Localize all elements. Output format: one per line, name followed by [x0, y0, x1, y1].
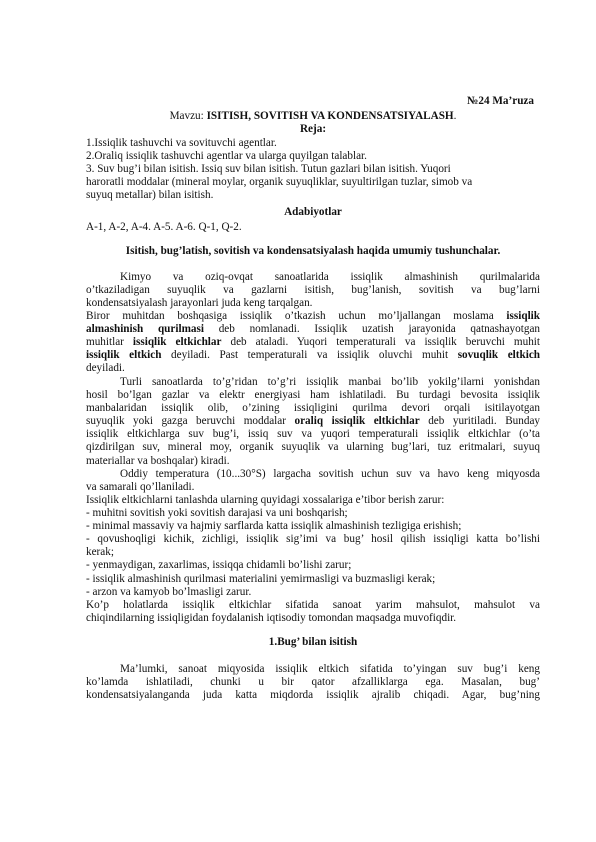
paragraph-cooling: Oddiy temperatura (10...30°S) largacha sovitish uchun suv va havo keng miqyosda va samarali qo’llaniladi. — [86, 468, 540, 494]
plan-list — [86, 137, 540, 202]
plan-item: 3. Suv bug’i bilan isitish. Issiq suv bilan isitish. Tutun gazlari bilan isitish. Yuqori — [86, 163, 451, 176]
list-item: - minimal massaviy va hajmiy sarflarda katta issiqlik almashinish tezligiga erishish; — [86, 520, 462, 533]
section-heading-general: Isitish, bug’latish, sovitish va kondensatsiyalash haqida umumiy tushunchalar. — [125, 245, 501, 257]
list-item: kerak; — [86, 546, 114, 559]
paragraph-steam: Ma’lumki, sanoat miqyosida issiqlik eltkich sifatida to’yingan suv bug’i keng ko’lamda ishlatiladi, chunki u bir qator afzalliklarga ega. Masalan, bug’ kondensatsiyalanganda juda katta miqdorda issiqlik ajralib chiqadi. Agar, bug’ning — [86, 663, 540, 702]
section-heading-steam: 1.Bug’ bilan isitish — [268, 636, 358, 648]
plan-heading: Reja: — [299, 123, 327, 135]
plan-item: 1.Issiqlik tashuvchi va sovituvchi agentlar. — [86, 137, 277, 149]
topic-label: Mavzu — [169, 110, 201, 122]
paragraph-definitions: Biror muhitdan boshqasiga issiqlik o’tkazish uchun mo’ljallangan moslama issiqlik almashinish qurilmasi deb nomlanadi. Issiqlik uzatish jarayonida qatnashayotgan muhitlar issiqlik eltkichlar deb ataladi. Yuqori temperaturali va issiqlik beruvchi muhit issiqlik eltkich deyiladi. Past temperaturali va issiqlik oluvchi muhit sovuqlik eltkich deyiladi. — [86, 310, 541, 375]
topic-line: Mavzu: ISITISH, SOVITISH VA KONDENSATSIYALASH. — [169, 110, 457, 122]
list-item: - yenmaydigan, zaxarlimas, issiqqa chidamli bo’lishi zarur; — [86, 559, 352, 572]
paragraph-intro: Kimyo va oziq-ovqat sanoatlarida issiqlik almashinish qurilmalarida o’tkaziladigan suyuqlik va gazlarni isitish, bug’lanish, sovitish va bug’larni kondensatsiyalash jarayonlari juda keng tarqalgan. — [86, 271, 540, 310]
plan-item: haroratli moddalar (mineral moylar, organik suyuqliklar, suyultirilgan tuzlar, simob va — [86, 176, 473, 189]
list-item: - arzon va kamyob bo’lmasligi zarur. — [86, 585, 252, 598]
list-item: - qovushoqligi kichik, zichligi, issiqlik sig’imi va bug’ hosil qilish issiqligi katta bo’lishi — [86, 533, 540, 546]
literature-heading: Adabiyotlar — [284, 206, 342, 218]
list-item: - issiqlik almashinish qurilmasi materialini yemirmasligi va buzmasligi kerak; — [86, 572, 436, 585]
paragraph-byproducts: Ko’p holatlarda issiqlik eltkichlar sifatida sanoat yarim mahsulot, mahsulot va chiqindilarning issiqligidan foydalanish iqtisodiy tomondan maqsadga muvofiqdir. — [86, 599, 540, 625]
plan-item: 2.Oraliq issiqlik tashuvchi agentlar va ularga quyilgan talablar. — [86, 150, 367, 163]
requirements-list: Issiqlik eltkichlarni tanlashda ularning quyidagi xossalariga e’tibor berish zarur: - muhitni sovitish yoki sovitish darajasi va uni boshqarish; - minimal massaviy va hajmiy sarflarda katta issiqlik almashinish tezligiga erishish; - qovushoqligi kichik, zichligi, issiqlik sig’imi va bug’ hosil qilish issiqligi katta bo’lishi kerak; - yenmaydigan, zaxarlimas, issiqqa chidamli bo’lishi zarur; - issiqlik almashinish qurilmasi materialini yemirmasligi va buzmasligi kerak; - arzon va kamyob bo’lmasligi zarur. — [86, 494, 540, 598]
topic-title: ISITISH, SOVITISH VA KONDENSATSIYALASH — [206, 110, 454, 122]
plan-item: suyuq metallar) bilan isitish. — [86, 189, 214, 202]
paragraph-intermediate-carriers: Turli sanoatlarda to’g’ridan to’g’ri issiqlik manbai bo’lib yokilg’ilarni yonishdan hosil bo’lgan gazlar va elektr energiyasi ham ishlatiladi. Bu turdagi bevosita issiqlik manbalaridan issiqlik olib, o’zining issiqligini qurilma devori orqali isitilayotgan suyuqlik yoki gazga beruvchi moddalar oraliq issiqlik eltkichlar deb yuritiladi. Bunday issiqlik eltkichlarga suv bug’i, issiq suv va yuqori temperaturali issiqlik eltkichlar (o’ta qizdirilgan suv, mineral moy, organik suyuqlik va ularning bug’lari, tuz eritmalari, suyuq materiallar va boshqalar) kiradi. — [86, 376, 540, 467]
literature-refs: A-1, A-2, A-4. A-5. A-6. Q-1, Q-2. — [86, 221, 242, 233]
list-item: - muhitni sovitish yoki sovitish darajasi va uni boshqarish; — [86, 507, 348, 520]
lecture-number: №24 Ma’ruza — [467, 95, 534, 107]
